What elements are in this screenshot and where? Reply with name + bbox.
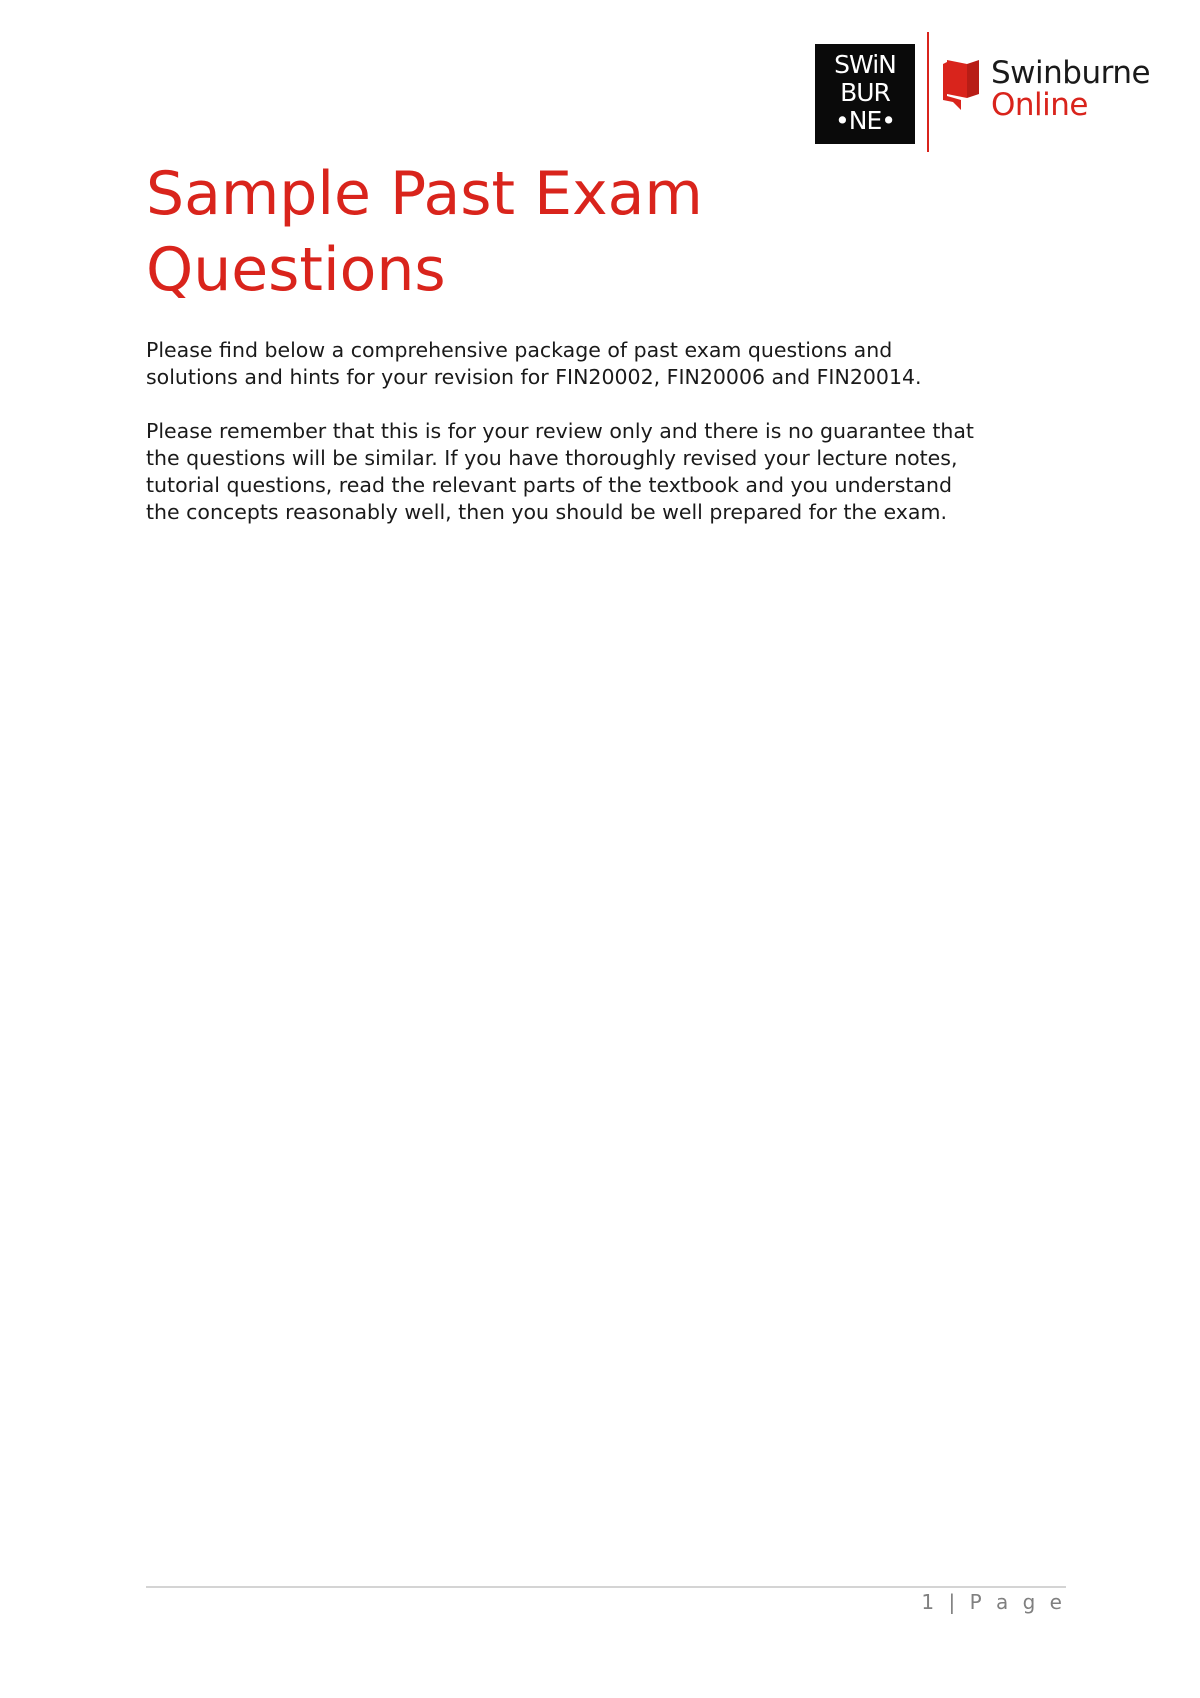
footer-divider: [146, 1586, 1066, 1588]
wordmark-line: •NE•: [835, 106, 895, 135]
swinburne-online-logo: [815, 32, 1170, 154]
logo-divider: [927, 32, 929, 152]
disclaimer-paragraph: Please remember that this is for your review only and there is no guarantee that the questions will be similar. If you have thoroughly revised your lecture notes, tutorial questions, read the relevant parts of the textbook and you understand the concepts reasonably well, then you should be well prepared for the exam.: [146, 419, 974, 524]
document-body: [146, 337, 1066, 553]
intro-paragraph: Please find below a comprehensive package of past exam questions and solutions and hints for your revision for FIN20002, FIN20006 and FIN20014.: [146, 338, 922, 389]
book-speech-bubble-icon: [939, 56, 983, 112]
brand-name: Swinburne: [991, 55, 1151, 91]
page-number: 1 | P a g e: [921, 1590, 1066, 1614]
brand-text: [991, 57, 1150, 121]
brand-sub: Online: [991, 87, 1088, 123]
swinburne-wordmark-logo: [815, 44, 915, 144]
page-title: Sample Past Exam Questions: [146, 159, 703, 305]
wordmark-line: SWiN: [834, 50, 896, 79]
wordmark-line: BUR: [840, 78, 890, 107]
